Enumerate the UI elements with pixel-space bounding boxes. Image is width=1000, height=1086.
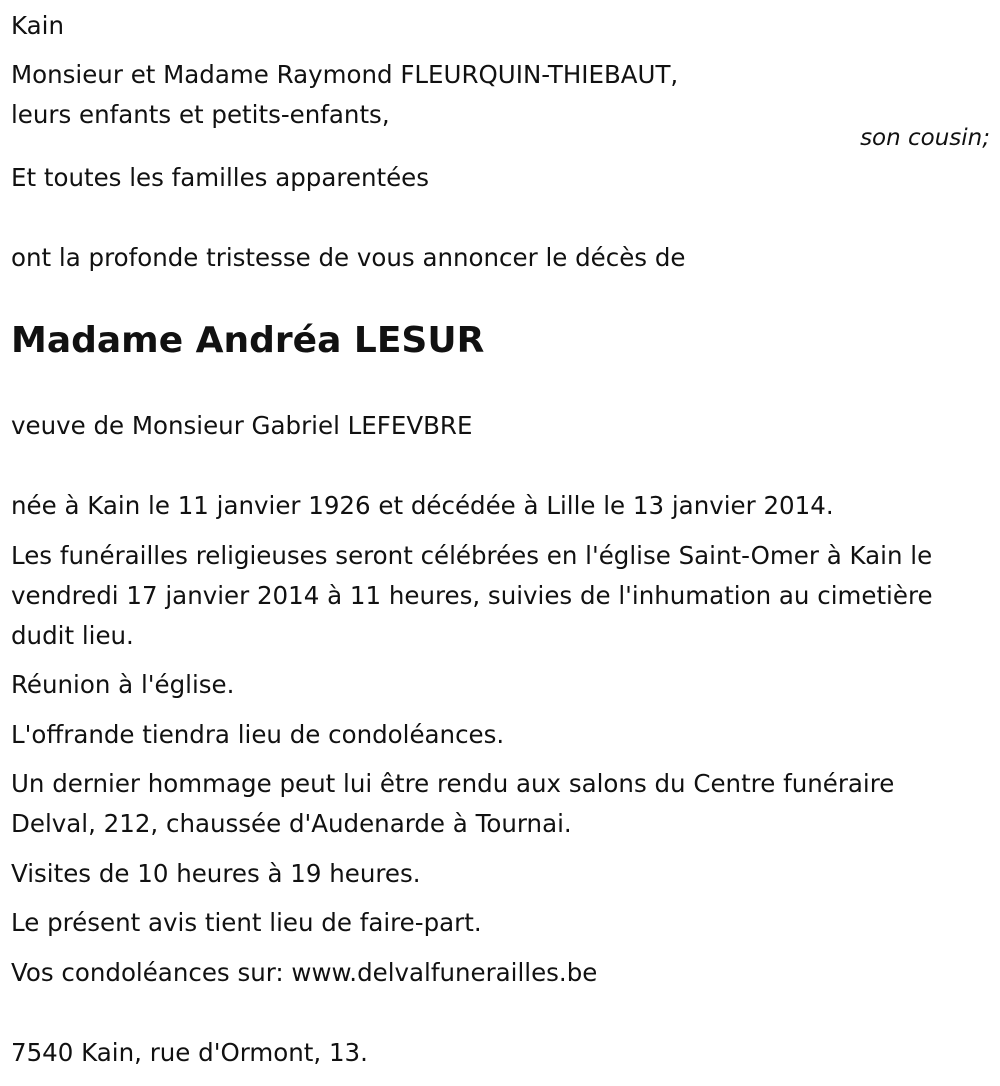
address-text: 7540 Kain, rue d'Ormont, 13. <box>11 1038 368 1067</box>
offering-text: L'offrande tiendra lieu de condoléances. <box>11 720 505 749</box>
deceased-name: Madame Andréa LESUR <box>11 320 485 361</box>
family-line-1: Monsieur et Madame Raymond FLEURQUIN-THIEBAUT, <box>11 60 679 89</box>
funeral-paragraph: Les funérailles religieuses seront célébrées en l'église Saint-Omer à Kain le vendredi 17 janvier 2014 à 11 heures, suivies de l'inhumation au cimetière dudit lieu. <box>11 541 933 650</box>
other-families: Et toutes les familles apparentées <box>11 163 429 192</box>
family-line-2: leurs enfants et petits-enfants, <box>11 100 390 129</box>
spouse-text: veuve de Monsieur Gabriel LEFEVBRE <box>11 411 473 440</box>
family-relation: son cousin; <box>860 125 990 151</box>
announcement-text: ont la profonde tristesse de vous annoncer le décès de <box>11 243 686 272</box>
condolences-text: Vos condoléances sur: www.delvalfunerailles.be <box>11 958 598 987</box>
meeting-text: Réunion à l'église. <box>11 670 235 699</box>
birth-death-text: née à Kain le 11 janvier 1926 et décédée à Lille le 13 janvier 2014. <box>11 491 834 520</box>
faire-part-text: Le présent avis tient lieu de faire-part. <box>11 908 482 937</box>
tribute-paragraph: Un dernier hommage peut lui être rendu aux salons du Centre funéraire Delval, 212, chaussée d'Audenarde à Tournai. <box>11 769 895 838</box>
place-heading: Kain <box>11 11 64 40</box>
visits-text: Visites de 10 heures à 19 heures. <box>11 859 421 888</box>
